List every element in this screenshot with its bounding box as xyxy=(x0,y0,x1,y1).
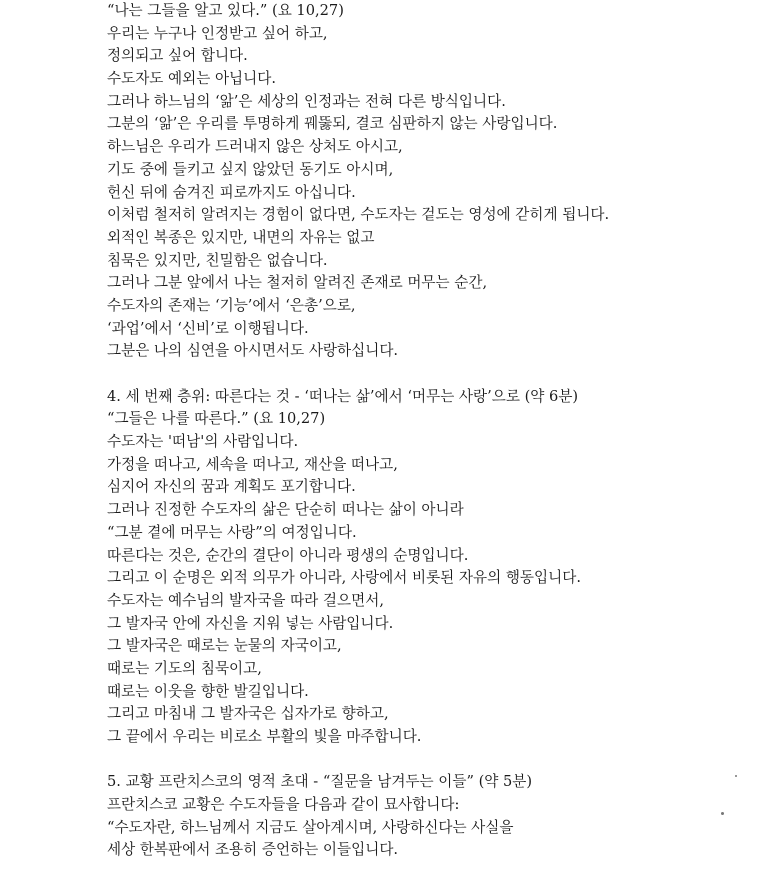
section-5 xyxy=(107,771,747,862)
text-line: 가정을 떠나고, 세속을 떠나고, 재산을 떠나고, xyxy=(107,455,398,473)
text-line: 그러나 진정한 수도자의 삶은 단순히 떠나는 삶이 아니라 xyxy=(107,501,464,519)
text-line: 그 끝에서 우리는 비로소 부활의 빛을 마주합니다. xyxy=(107,728,422,745)
text-line: 그분은 나의 심연을 아시면서도 사랑하십니다. xyxy=(107,342,399,360)
text-line: 헌신 뒤에 숨겨진 피로까지도 아십니다. xyxy=(107,183,356,201)
text-line: 프란치스코 교황은 수도자들을 다음과 같이 묘사합니다: xyxy=(107,796,460,814)
text-line: 하느님은 우리가 드러내지 않은 상처도 아시고, xyxy=(107,138,403,156)
text-line: 이처럼 철저히 알려지는 경험이 없다면, 수도자는 겉도는 영성에 갇히게 됩니다. xyxy=(107,206,610,224)
text-line: 수도자도 예외는 아닙니다. xyxy=(107,70,276,88)
text-line: 수도자는 '떠남'의 사람입니다. xyxy=(107,433,299,451)
text-line: 그 발자국은 때로는 눈물의 자국이고, xyxy=(107,637,342,655)
text-line: 때로는 이웃을 향한 발길입니다. xyxy=(107,682,309,700)
text-line: 수도자는 예수님의 발자국을 따라 걸으면서, xyxy=(107,591,384,609)
text-line: 외적인 복종은 있지만, 내면의 자유는 없고 xyxy=(107,228,375,246)
text-line: “나는 그들을 알고 있다.” (요 10,27) xyxy=(107,2,344,19)
text-line: “수도자란, 하느님께서 지금도 살아계시며, 사랑하신다는 사실을 xyxy=(107,818,514,836)
text-line: 그분의 ‘앎’은 우리를 투명하게 꿰뚫되, 결코 심판하지 않는 사랑입니다. xyxy=(107,115,558,133)
text-line: 기도 중에 들키고 싶지 않았던 동기도 아시며, xyxy=(107,160,394,178)
text-line: 침묵은 있지만, 친밀함은 없습니다. xyxy=(107,251,328,269)
document-body xyxy=(107,0,747,862)
section-heading: 4. 세 번째 층위: 따른다는 것 - ‘떠나는 삶’에서 ‘머무는 사랑’으로 (약 6분) xyxy=(107,387,579,405)
text-line: 정의되고 싶어 합니다. xyxy=(107,47,248,65)
scan-speck xyxy=(735,775,737,777)
scan-speck xyxy=(721,812,724,815)
text-line: “그들은 나를 따른다.” (요 10,27) xyxy=(107,410,326,428)
section-4 xyxy=(107,386,747,749)
paragraph-gap xyxy=(107,749,747,772)
section-3-tail xyxy=(107,0,747,363)
text-line: 때로는 기도의 침묵이고, xyxy=(107,659,262,677)
text-line: 심지어 자신의 꿈과 계획도 포기합니다. xyxy=(107,478,356,496)
text-line: 그러나 그분 앞에서 나는 철저히 알려진 존재로 머무는 순간, xyxy=(107,274,488,292)
text-line: 그리고 이 순명은 외적 의무가 아니라, 사랑에서 비롯된 자유의 행동입니다. xyxy=(107,569,581,587)
text-line: 그러나 하느님의 ‘앎’은 세상의 인정과는 전혀 다른 방식입니다. xyxy=(107,92,506,110)
section-heading: 5. 교황 프란치스코의 영적 초대 - “질문을 남겨두는 이들” (약 5분) xyxy=(107,773,533,791)
text-line: 수도자의 존재는 ‘기능’에서 ‘은총’으로, xyxy=(107,296,356,314)
text-line: “그분 곁에 머무는 사랑”의 여정입니다. xyxy=(107,523,357,541)
paragraph-gap xyxy=(107,363,747,386)
text-line: 따른다는 것은, 순간의 결단이 아니라 평생의 순명입니다. xyxy=(107,546,469,564)
text-line: 세상 한복판에서 조용히 증언하는 이들입니다. xyxy=(107,841,399,859)
text-line: 그 발자국 안에 자신을 지워 넣는 사람입니다. xyxy=(107,614,394,632)
text-line: 그리고 마침내 그 발자국은 십자가로 향하고, xyxy=(107,705,389,723)
text-line: ‘과업’에서 ‘신비’로 이행됩니다. xyxy=(107,319,309,337)
text-line: 우리는 누구나 인정받고 싶어 하고, xyxy=(107,24,328,42)
